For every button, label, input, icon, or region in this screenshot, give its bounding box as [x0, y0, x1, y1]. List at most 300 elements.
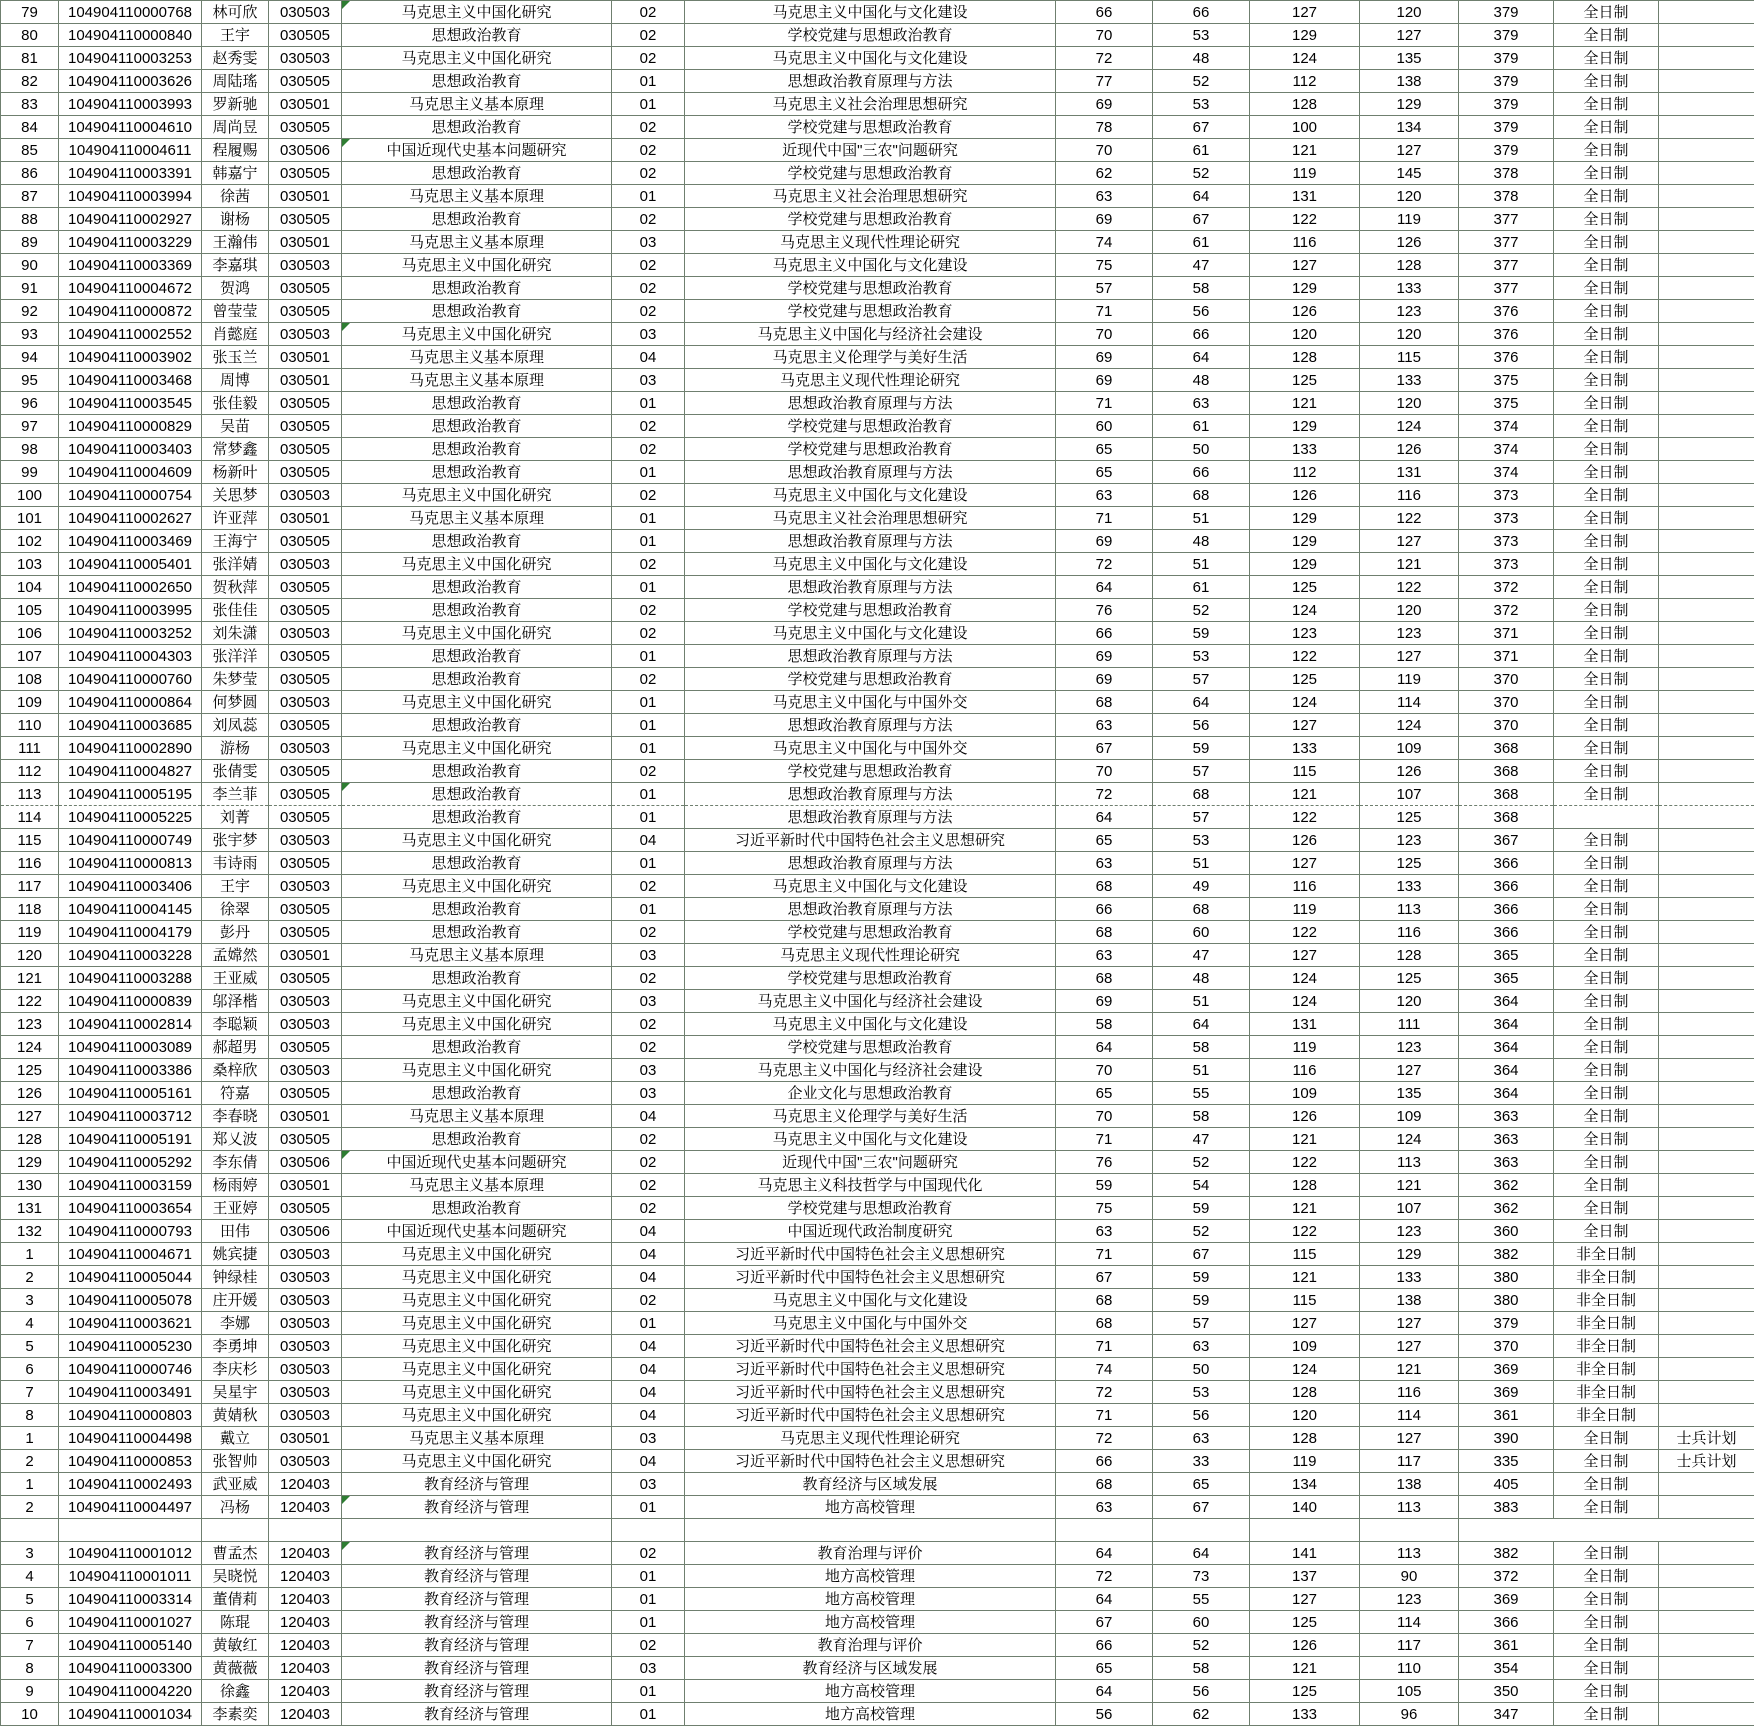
cell-direction-code: 01	[612, 576, 685, 599]
table-row	[1, 1266, 1754, 1289]
cell-major-code: 030505	[269, 461, 342, 484]
cell-direction-code: 02	[612, 438, 685, 461]
cell-study-type: 全日制	[1554, 990, 1659, 1013]
cell-score-4: 109	[1360, 1105, 1459, 1128]
cell-study-type: 全日制	[1554, 1174, 1659, 1197]
cell-major-code: 030505	[269, 668, 342, 691]
cell-candidate-id: 104904110003654	[59, 1197, 202, 1220]
cell-candidate-id: 104904110000760	[59, 668, 202, 691]
cell-candidate-id: 104904110005401	[59, 553, 202, 576]
cell-major-name: 思想政治教育	[342, 530, 612, 553]
cell-major-code: 030505	[269, 806, 342, 829]
cell-direction-name: 马克思主义科技哲学与中国现代化	[685, 1174, 1056, 1197]
cell-study-type: 非全日制	[1554, 1312, 1659, 1335]
table-row	[1, 783, 1754, 806]
cell-score-4: 115	[1360, 346, 1459, 369]
cell-score-4: 120	[1360, 185, 1459, 208]
cell-study-type: 全日制	[1554, 1703, 1659, 1726]
cell-major-name: 教育经济与管理	[342, 1657, 612, 1680]
cell-name: 李嘉琪	[202, 254, 269, 277]
cell-direction-code: 01	[612, 507, 685, 530]
cell-study-type: 全日制	[1554, 47, 1659, 70]
cell-major-code: 030503	[269, 1312, 342, 1335]
cell-total: 377	[1459, 208, 1554, 231]
cell-score-1: 69	[1056, 530, 1153, 553]
cell-major-name: 马克思主义中国化研究	[342, 1289, 612, 1312]
cell-special-plan	[1659, 438, 1754, 461]
cell-index: 5	[1, 1335, 59, 1358]
cell-index: 119	[1, 921, 59, 944]
cell-score-2: 55	[1153, 1588, 1250, 1611]
cell-total: 363	[1459, 1105, 1554, 1128]
cell-direction-code: 02	[612, 1634, 685, 1657]
cell-candidate-id: 104904110003288	[59, 967, 202, 990]
cell-candidate-id: 104904110003621	[59, 1312, 202, 1335]
cell-major-code: 030505	[269, 70, 342, 93]
cell-candidate-id: 104904110000746	[59, 1358, 202, 1381]
cell-total: 378	[1459, 162, 1554, 185]
cell-score-2: 51	[1153, 1059, 1250, 1082]
cell-score-1: 68	[1056, 921, 1153, 944]
cell-score-4: 124	[1360, 415, 1459, 438]
cell-study-type: 全日制	[1554, 829, 1659, 852]
cell-score-3: 112	[1250, 461, 1360, 484]
cell-major-name: 教育经济与管理	[342, 1565, 612, 1588]
cell-direction-code: 03	[612, 369, 685, 392]
cell-study-type: 全日制	[1554, 185, 1659, 208]
cell-index: 95	[1, 369, 59, 392]
cell-candidate-id: 104904110003253	[59, 47, 202, 70]
cell-study-type: 全日制	[1554, 645, 1659, 668]
table-row	[1, 277, 1754, 300]
cell-direction-code: 02	[612, 254, 685, 277]
cell-score-2: 57	[1153, 668, 1250, 691]
cell-score-2: 51	[1153, 990, 1250, 1013]
cell-direction-code: 01	[612, 93, 685, 116]
cell-name: 周尚昱	[202, 116, 269, 139]
cell-major-code: 030505	[269, 852, 342, 875]
cell-score-2: 53	[1153, 829, 1250, 852]
cell-major-code: 030501	[269, 1174, 342, 1197]
table-row	[1, 1013, 1754, 1036]
cell-name: 朱梦莹	[202, 668, 269, 691]
cell-total: 373	[1459, 530, 1554, 553]
table-row	[1, 1174, 1754, 1197]
cell-score-4: 105	[1360, 1680, 1459, 1703]
table-row	[1, 875, 1754, 898]
cell-major-name: 马克思主义中国化研究	[342, 875, 612, 898]
cell-score-4: 121	[1360, 1174, 1459, 1197]
cell-study-type: 全日制	[1554, 668, 1659, 691]
cell-direction-code: 04	[612, 1450, 685, 1473]
cell-direction-name: 马克思主义现代性理论研究	[685, 231, 1056, 254]
cell-score-3: 133	[1250, 438, 1360, 461]
cell-total: 370	[1459, 691, 1554, 714]
cell-score-2: 58	[1153, 277, 1250, 300]
cell-score-2: 49	[1153, 875, 1250, 898]
cell-score-2: 55	[1153, 1082, 1250, 1105]
cell-special-plan	[1659, 1473, 1754, 1496]
cell-score-1: 69	[1056, 668, 1153, 691]
cell-study-type: 非全日制	[1554, 1381, 1659, 1404]
cell-index: 87	[1, 185, 59, 208]
cell-index: 120	[1, 944, 59, 967]
cell-score-4: 113	[1360, 1151, 1459, 1174]
table-row	[1, 1703, 1754, 1726]
cell-candidate-id: 104904110003386	[59, 1059, 202, 1082]
cell-score-4: 125	[1360, 852, 1459, 875]
cell-score-1: 67	[1056, 1611, 1153, 1634]
cell-study-type: 非全日制	[1554, 1289, 1659, 1312]
cell-direction-name: 思想政治教育原理与方法	[685, 806, 1056, 829]
cell-major-name: 思想政治教育	[342, 116, 612, 139]
cell-direction-name: 地方高校管理	[685, 1611, 1056, 1634]
cell-study-type: 全日制	[1554, 24, 1659, 47]
cell-score-1: 70	[1056, 1105, 1153, 1128]
cell-major-code: 030503	[269, 1358, 342, 1381]
cell-major-name: 中国近现代史基本问题研究	[342, 1220, 612, 1243]
spacer-cell	[612, 1519, 685, 1542]
cell-score-2: 58	[1153, 1036, 1250, 1059]
cell-study-type: 全日制	[1554, 852, 1659, 875]
cell-score-2: 50	[1153, 438, 1250, 461]
cell-special-plan	[1659, 346, 1754, 369]
table-row	[1, 1473, 1754, 1496]
cell-special-plan	[1659, 392, 1754, 415]
cell-direction-code: 02	[612, 668, 685, 691]
cell-candidate-id: 104904110004179	[59, 921, 202, 944]
table-row	[1, 737, 1754, 760]
cell-total: 390	[1459, 1427, 1554, 1450]
cell-candidate-id: 104904110005230	[59, 1335, 202, 1358]
table-row	[1, 507, 1754, 530]
cell-score-1: 66	[1056, 1450, 1153, 1473]
cell-score-3: 122	[1250, 1151, 1360, 1174]
cell-total: 382	[1459, 1542, 1554, 1565]
table-row	[1, 1220, 1754, 1243]
cell-direction-name: 学校党建与思想政治教育	[685, 967, 1056, 990]
cell-direction-name: 思想政治教育原理与方法	[685, 576, 1056, 599]
cell-index: 128	[1, 1128, 59, 1151]
cell-candidate-id: 104904110003469	[59, 530, 202, 553]
cell-score-3: 124	[1250, 691, 1360, 714]
cell-score-3: 128	[1250, 93, 1360, 116]
cell-index: 116	[1, 852, 59, 875]
cell-major-name: 马克思主义基本原理	[342, 1427, 612, 1450]
table-row	[1, 1542, 1754, 1565]
cell-candidate-id: 104904110004145	[59, 898, 202, 921]
cell-score-1: 66	[1056, 898, 1153, 921]
cell-total: 378	[1459, 185, 1554, 208]
cell-candidate-id: 104904110005292	[59, 1151, 202, 1174]
cell-total: 371	[1459, 622, 1554, 645]
cell-direction-code: 03	[612, 1427, 685, 1450]
cell-name: 张宇梦	[202, 829, 269, 852]
cell-direction-code: 01	[612, 852, 685, 875]
cell-score-1: 69	[1056, 369, 1153, 392]
cell-score-2: 61	[1153, 576, 1250, 599]
cell-major-code: 030503	[269, 1335, 342, 1358]
cell-total: 364	[1459, 1059, 1554, 1082]
cell-special-plan	[1659, 806, 1754, 829]
cell-direction-code: 02	[612, 47, 685, 70]
cell-name: 贺鸿	[202, 277, 269, 300]
cell-major-code: 030505	[269, 599, 342, 622]
cell-index: 131	[1, 1197, 59, 1220]
cell-direction-code: 03	[612, 1657, 685, 1680]
cell-score-4: 90	[1360, 1565, 1459, 1588]
cell-direction-name: 思想政治教育原理与方法	[685, 898, 1056, 921]
table-row	[1, 622, 1754, 645]
cell-direction-name: 地方高校管理	[685, 1565, 1056, 1588]
cell-score-1: 70	[1056, 139, 1153, 162]
cell-direction-name: 地方高校管理	[685, 1588, 1056, 1611]
cell-study-type: 全日制	[1554, 254, 1659, 277]
cell-index: 122	[1, 990, 59, 1013]
cell-score-2: 56	[1153, 1404, 1250, 1427]
cell-score-2: 53	[1153, 93, 1250, 116]
cell-direction-code: 03	[612, 990, 685, 1013]
cell-study-type: 全日制	[1554, 1588, 1659, 1611]
cell-index: 123	[1, 1013, 59, 1036]
cell-direction-code: 01	[612, 1680, 685, 1703]
cell-direction-code: 02	[612, 760, 685, 783]
cell-direction-code: 01	[612, 645, 685, 668]
cell-index: 111	[1, 737, 59, 760]
cell-study-type: 全日制	[1554, 1197, 1659, 1220]
spacer-cell	[342, 1519, 612, 1542]
table-row	[1, 1197, 1754, 1220]
cell-score-3: 122	[1250, 1220, 1360, 1243]
cell-special-plan	[1659, 1680, 1754, 1703]
cell-score-4: 127	[1360, 139, 1459, 162]
table-section-spacer	[1, 1519, 1754, 1542]
cell-score-2: 53	[1153, 645, 1250, 668]
cell-study-type: 全日制	[1554, 1634, 1659, 1657]
cell-major-name: 马克思主义中国化研究	[342, 1381, 612, 1404]
cell-score-1: 68	[1056, 875, 1153, 898]
cell-candidate-id: 104904110002627	[59, 507, 202, 530]
cell-major-name: 思想政治教育	[342, 668, 612, 691]
cell-score-1: 65	[1056, 829, 1153, 852]
cell-score-1: 63	[1056, 714, 1153, 737]
cell-score-2: 61	[1153, 231, 1250, 254]
cell-index: 121	[1, 967, 59, 990]
cell-major-name: 思想政治教育	[342, 852, 612, 875]
cell-score-4: 138	[1360, 1473, 1459, 1496]
cell-major-name: 马克思主义基本原理	[342, 369, 612, 392]
cell-special-plan	[1659, 254, 1754, 277]
cell-direction-name: 马克思主义中国化与中国外交	[685, 1312, 1056, 1335]
cell-candidate-id: 104904110005044	[59, 1266, 202, 1289]
cell-total: 368	[1459, 783, 1554, 806]
cell-direction-name: 思想政治教育原理与方法	[685, 852, 1056, 875]
cell-score-1: 64	[1056, 576, 1153, 599]
cell-direction-code: 04	[612, 1335, 685, 1358]
cell-index: 109	[1, 691, 59, 714]
cell-name: 李勇坤	[202, 1335, 269, 1358]
cell-candidate-id: 104904110003995	[59, 599, 202, 622]
cell-score-3: 122	[1250, 645, 1360, 668]
cell-special-plan	[1659, 1565, 1754, 1588]
cell-score-1: 74	[1056, 231, 1153, 254]
cell-score-4: 127	[1360, 1427, 1459, 1450]
cell-score-4: 133	[1360, 369, 1459, 392]
cell-major-code: 030501	[269, 507, 342, 530]
cell-total: 379	[1459, 70, 1554, 93]
cell-score-4: 125	[1360, 806, 1459, 829]
cell-name: 张倩雯	[202, 760, 269, 783]
cell-name: 武亚威	[202, 1473, 269, 1496]
cell-special-plan	[1659, 70, 1754, 93]
cell-name: 何梦圆	[202, 691, 269, 714]
cell-candidate-id: 104904110003406	[59, 875, 202, 898]
cell-major-name: 思想政治教育	[342, 576, 612, 599]
cell-major-name: 教育经济与管理	[342, 1703, 612, 1726]
cell-special-plan: 士兵计划	[1659, 1427, 1754, 1450]
cell-study-type: 全日制	[1554, 622, 1659, 645]
cell-direction-name: 马克思主义中国化与文化建设	[685, 1, 1056, 24]
cell-score-3: 119	[1250, 162, 1360, 185]
cell-candidate-id: 104904110000768	[59, 1, 202, 24]
cell-score-1: 77	[1056, 70, 1153, 93]
cell-major-code: 030505	[269, 116, 342, 139]
cell-score-3: 129	[1250, 277, 1360, 300]
cell-direction-name: 马克思主义中国化与文化建设	[685, 1128, 1056, 1151]
cell-direction-code: 02	[612, 277, 685, 300]
cell-score-3: 121	[1250, 139, 1360, 162]
table-row	[1, 346, 1754, 369]
cell-score-4: 110	[1360, 1657, 1459, 1680]
table-row	[1, 139, 1754, 162]
cell-direction-name: 学校党建与思想政治教育	[685, 415, 1056, 438]
cell-direction-code: 01	[612, 530, 685, 553]
cell-candidate-id: 104904110000872	[59, 300, 202, 323]
cell-score-2: 73	[1153, 1565, 1250, 1588]
cell-study-type: 非全日制	[1554, 1404, 1659, 1427]
cell-special-plan	[1659, 1151, 1754, 1174]
cell-index: 8	[1, 1657, 59, 1680]
cell-major-name: 思想政治教育	[342, 599, 612, 622]
cell-score-1: 64	[1056, 1542, 1153, 1565]
cell-score-2: 59	[1153, 1197, 1250, 1220]
cell-total: 377	[1459, 277, 1554, 300]
cell-score-2: 57	[1153, 760, 1250, 783]
cell-major-code: 030503	[269, 1266, 342, 1289]
cell-name: 钟绿桂	[202, 1266, 269, 1289]
cell-total: 366	[1459, 875, 1554, 898]
cell-score-4: 127	[1360, 1059, 1459, 1082]
cell-name: 吴星宇	[202, 1381, 269, 1404]
cell-study-type: 全日制	[1554, 1611, 1659, 1634]
cell-study-type: 全日制	[1554, 1013, 1659, 1036]
cell-score-1: 75	[1056, 254, 1153, 277]
cell-name: 黄敏红	[202, 1634, 269, 1657]
cell-total: 364	[1459, 1013, 1554, 1036]
cell-score-4: 127	[1360, 1335, 1459, 1358]
cell-study-type: 全日制	[1554, 1450, 1659, 1473]
cell-major-name: 马克思主义中国化研究	[342, 1059, 612, 1082]
cell-name: 姚宾捷	[202, 1243, 269, 1266]
cell-direction-code: 01	[612, 691, 685, 714]
cell-score-1: 64	[1056, 1036, 1153, 1059]
cell-study-type: 全日制	[1554, 231, 1659, 254]
cell-name: 田伟	[202, 1220, 269, 1243]
cell-major-code: 030505	[269, 438, 342, 461]
cell-major-name: 中国近现代史基本问题研究	[342, 139, 612, 162]
cell-score-1: 63	[1056, 1220, 1153, 1243]
cell-direction-name: 思想政治教育原理与方法	[685, 645, 1056, 668]
cell-name: 黄薇薇	[202, 1657, 269, 1680]
cell-score-4: 120	[1360, 990, 1459, 1013]
cell-name: 张佳佳	[202, 599, 269, 622]
cell-score-3: 122	[1250, 921, 1360, 944]
cell-direction-name: 马克思主义中国化与中国外交	[685, 737, 1056, 760]
cell-direction-code: 02	[612, 1036, 685, 1059]
cell-score-2: 56	[1153, 1680, 1250, 1703]
cell-score-1: 64	[1056, 1588, 1153, 1611]
cell-candidate-id: 104904110002814	[59, 1013, 202, 1036]
cell-name: 徐茜	[202, 185, 269, 208]
cell-direction-name: 习近平新时代中国特色社会主义思想研究	[685, 1404, 1056, 1427]
cell-score-2: 59	[1153, 622, 1250, 645]
cell-total: 376	[1459, 300, 1554, 323]
cell-special-plan	[1659, 185, 1754, 208]
cell-major-name: 思想政治教育	[342, 1128, 612, 1151]
table-row	[1, 93, 1754, 116]
cell-study-type: 全日制	[1554, 875, 1659, 898]
cell-score-2: 65	[1153, 1473, 1250, 1496]
cell-index: 125	[1, 1059, 59, 1082]
cell-total: 372	[1459, 576, 1554, 599]
spacer-cell	[59, 1519, 202, 1542]
spacer-cell	[1554, 1519, 1659, 1542]
table-row	[1, 1588, 1754, 1611]
cell-direction-code: 04	[612, 1105, 685, 1128]
cell-score-3: 137	[1250, 1565, 1360, 1588]
cell-score-2: 66	[1153, 323, 1250, 346]
cell-candidate-id: 104904110005161	[59, 1082, 202, 1105]
cell-score-4: 128	[1360, 254, 1459, 277]
cell-candidate-id: 104904110004303	[59, 645, 202, 668]
cell-name: 杨新叶	[202, 461, 269, 484]
cell-score-2: 64	[1153, 346, 1250, 369]
cell-direction-code: 03	[612, 1473, 685, 1496]
cell-major-code: 030503	[269, 553, 342, 576]
cell-study-type: 全日制	[1554, 438, 1659, 461]
cell-score-2: 53	[1153, 1381, 1250, 1404]
cell-total: 376	[1459, 346, 1554, 369]
cell-score-2: 53	[1153, 24, 1250, 47]
cell-total: 370	[1459, 714, 1554, 737]
table-row	[1, 70, 1754, 93]
cell-score-4: 124	[1360, 714, 1459, 737]
cell-special-plan	[1659, 921, 1754, 944]
table-row	[1, 576, 1754, 599]
cell-score-2: 64	[1153, 185, 1250, 208]
cell-score-2: 66	[1153, 461, 1250, 484]
cell-total: 363	[1459, 1128, 1554, 1151]
cell-direction-name: 习近平新时代中国特色社会主义思想研究	[685, 1266, 1056, 1289]
cell-candidate-id: 104904110002650	[59, 576, 202, 599]
cell-index: 1	[1, 1243, 59, 1266]
cell-candidate-id: 104904110003300	[59, 1657, 202, 1680]
cell-index: 115	[1, 829, 59, 852]
cell-score-2: 58	[1153, 1105, 1250, 1128]
cell-direction-code: 02	[612, 208, 685, 231]
cell-direction-code: 01	[612, 1312, 685, 1335]
cell-special-plan	[1659, 622, 1754, 645]
